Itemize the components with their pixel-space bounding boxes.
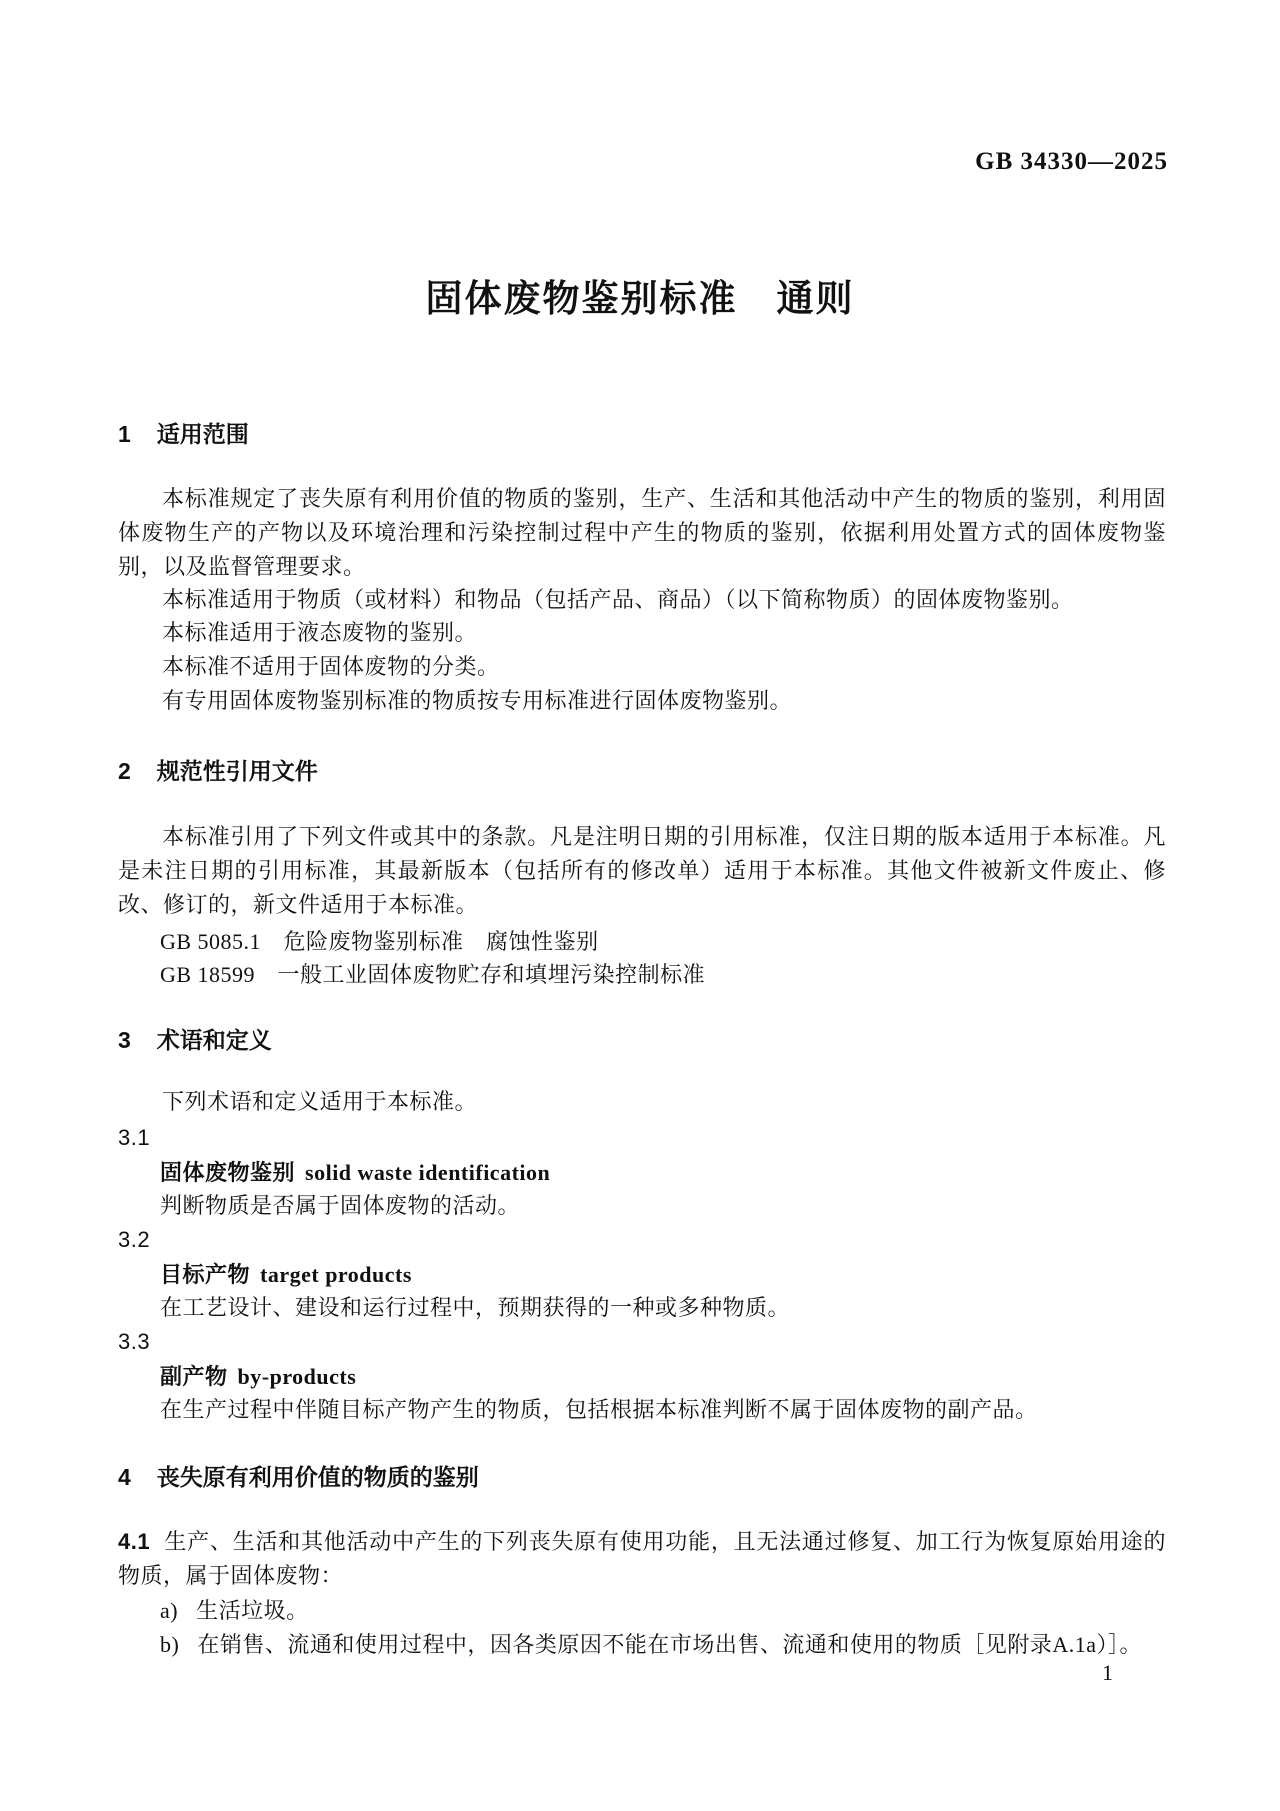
section-2-number: 2 bbox=[118, 758, 131, 784]
page-title: 固体废物鉴别标准 通则 bbox=[425, 278, 855, 319]
section-2-heading bbox=[118, 753, 1166, 786]
term-2-name bbox=[118, 1258, 1208, 1292]
term-2-name-en: target products bbox=[260, 1262, 412, 1287]
term-1-definition: 判断物质是否属于固体废物的活动。 bbox=[160, 1193, 521, 1218]
section-3-number: 3 bbox=[118, 1027, 131, 1053]
section-3-intro: 下列术语和定义适用于本标准。 bbox=[162, 1089, 478, 1114]
term-3-name-zh: 副产物 bbox=[160, 1364, 228, 1389]
clause-4-1-number: 4.1 bbox=[118, 1529, 151, 1554]
term-1-name-zh: 固体废物鉴别 bbox=[160, 1160, 296, 1185]
section-1-paragraph-1: 本标准规定了丧失原有利用价值的物质的鉴别，生产、生活和其他活动中产生的物质的鉴别，利用固体废物生产的产物以及环境治理和污染控制过程中产生的物质的鉴别，依据利用处置方式的固体废物鉴别，以及监督管理要求。 bbox=[118, 486, 1166, 579]
list-item-b bbox=[118, 1628, 1208, 1662]
term-2-definition: 在工艺设计、建设和运行过程中，预期获得的一种或多种物质。 bbox=[160, 1295, 791, 1320]
list-item-a-text: 生活垃圾。 bbox=[196, 1598, 309, 1623]
term-1-number: 3.1 bbox=[118, 1125, 151, 1150]
section-1-title: 适用范围 bbox=[156, 421, 249, 447]
reference-item: GB 5085.1 危险废物鉴别标准 腐蚀性鉴别 bbox=[160, 929, 599, 954]
doc-number: GB 34330—2025 bbox=[975, 148, 1168, 175]
section-1-paragraph-3: 本标准适用于液态废物的鉴别。 bbox=[162, 620, 478, 645]
term-3-definition: 在生产过程中伴随目标产物产生的物质，包括根据本标准判断不属于固体废物的副产品。 bbox=[160, 1397, 1038, 1422]
term-2-number: 3.2 bbox=[118, 1227, 151, 1252]
section-2-paragraph-1: 本标准引用了下列文件或其中的条款。凡是注明日期的引用标准，仅注日期的版本适用于本标准。凡是未注日期的引用标准，其最新版本（包括所有的修改单）适用于本标准。其他文件被新文件废止、修改、修订的，新文件适用于本标准。 bbox=[118, 824, 1166, 917]
clause-4-1 bbox=[118, 1525, 1166, 1593]
term-3-name bbox=[118, 1360, 1208, 1394]
list-item-b-label: b) bbox=[160, 1632, 180, 1657]
list-item-a-label: a) bbox=[160, 1598, 179, 1623]
section-3-title: 术语和定义 bbox=[156, 1027, 272, 1053]
reference-item: GB 18599 一般工业固体废物贮存和填埋污染控制标准 bbox=[160, 962, 706, 987]
section-1-heading bbox=[118, 416, 1166, 449]
term-2-name-zh: 目标产物 bbox=[160, 1262, 251, 1287]
section-4-number: 4 bbox=[118, 1464, 131, 1490]
section-1-paragraph-4: 本标准不适用于固体废物的分类。 bbox=[162, 654, 500, 679]
section-1-number: 1 bbox=[118, 421, 131, 447]
section-3-heading bbox=[118, 1022, 1166, 1055]
section-1-paragraph-5: 有专用固体废物鉴别标准的物质按专用标准进行固体废物鉴别。 bbox=[162, 688, 793, 713]
term-3-number: 3.3 bbox=[118, 1329, 151, 1354]
list-item-b-text: 在销售、流通和使用过程中，因各类原因不能在市场出售、流通和使用的物质［见附录A.1a）］。 bbox=[197, 1632, 1142, 1657]
section-4-heading bbox=[118, 1459, 1166, 1492]
list-item-a bbox=[118, 1594, 1208, 1628]
term-3-name-en: by-products bbox=[237, 1364, 357, 1389]
term-1-name bbox=[118, 1156, 1208, 1190]
section-1-paragraph-2: 本标准适用于物质（或材料）和物品（包括产品、商品）（以下简称物质）的固体废物鉴别。 bbox=[162, 587, 1074, 612]
clause-4-1-text: 生产、生活和其他活动中产生的下列丧失原有使用功能，且无法通过修复、加工行为恢复原始用途的物质，属于固体废物： bbox=[118, 1529, 1166, 1588]
section-2-title: 规范性引用文件 bbox=[156, 758, 318, 784]
term-1-name-en: solid waste identification bbox=[305, 1160, 551, 1185]
page-number: 1 bbox=[1102, 1660, 1113, 1685]
section-4-title: 丧失原有利用价值的物质的鉴别 bbox=[156, 1464, 479, 1490]
